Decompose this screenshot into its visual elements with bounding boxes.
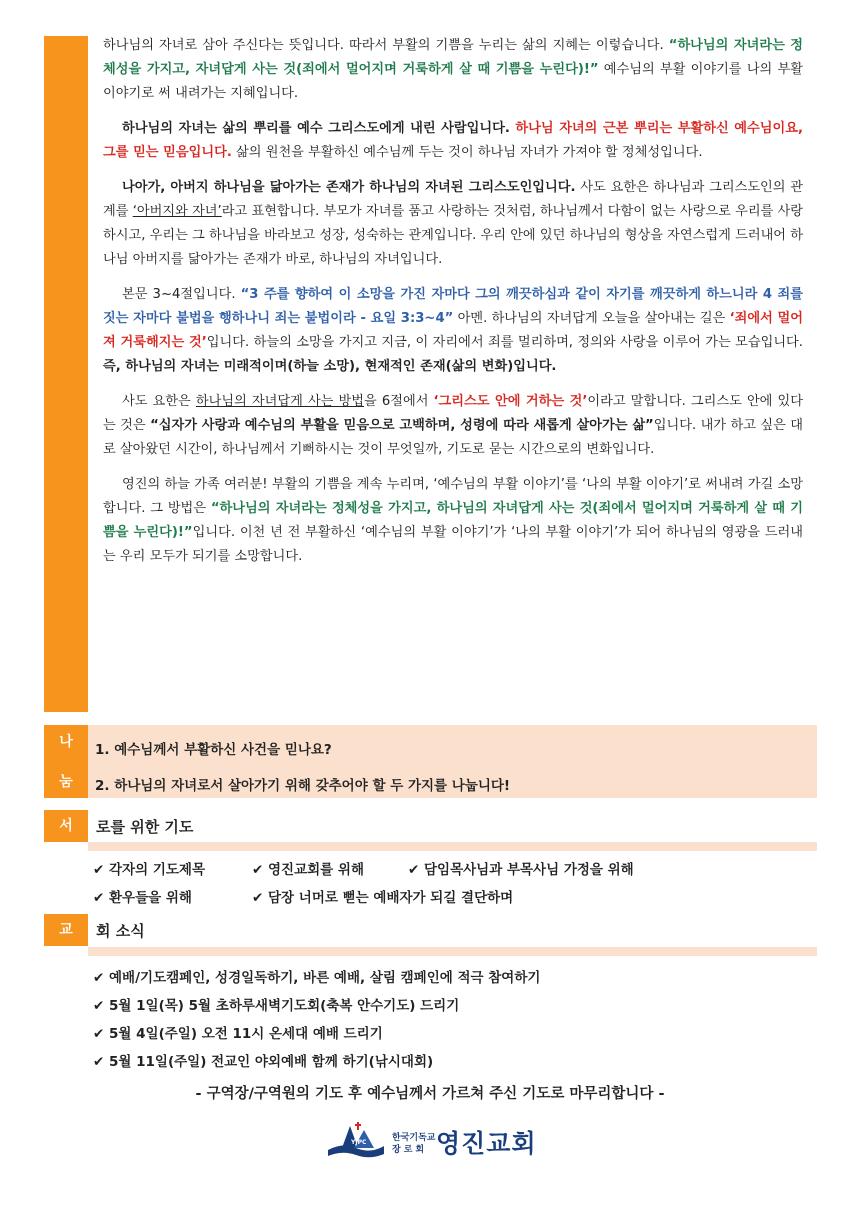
sharing-question-2: 2. 하나님의 자녀로서 살아가기 위해 갖추어야 할 두 가지를 나눕니다! <box>95 778 511 794</box>
news-item: ✔ 5월 1일(목) 5월 초하루새벽기도회(축복 안수기도) 드리기 <box>93 998 460 1014</box>
paragraph-1: 하나님의 자녀로 삼아 주신다는 뜻입니다. 따라서 부활의 기쁨을 누리는 삶의 지혜는 이렇습니다. “하나님의 자녀라는 정체성을 가지고, 자녀답게 사는 것(죄에서 멀어지며 거룩하게 살 때 기쁨을 누린다)!” 예수님의 부활 이야기를 나의 부활 이야기로 써 내려가는 지혜입니다. <box>103 38 803 101</box>
news-divider <box>88 947 817 956</box>
sermon-body <box>103 34 803 580</box>
prayer-tab: 서 <box>44 810 88 842</box>
sharing-tab-char-bottom: 눔 <box>59 774 73 790</box>
sharing-question-1: 1. 예수님께서 부활하신 사건을 믿나요? <box>95 742 332 758</box>
news-item: ✔ 5월 11일(주일) 전교인 야외예배 함께 하기(낚시대회) <box>93 1054 434 1070</box>
prayer-item: ✔ 담임목사님과 부목사님 가정을 위해 <box>408 862 634 878</box>
logo-emblem-text: YJPC <box>351 1139 367 1146</box>
paragraph-6: 영진의 하늘 가족 여러분! 부활의 기쁨을 계속 누리며, ‘예수님의 부활 이야기’를 ‘나의 부활 이야기’로 써내려 가길 소망합니다. 그 방법은 “하나님의 자녀라는 정체성을 가지고, 하나님의 자녀답게 사는 것(죄에서 멀어지며 거룩하게 살 때 기쁨을 누린다)!”입니다. 이천 년 전 부활하신 ‘예수님의 부활 이야기’가 ‘나의 부활 이야기’가 되어 하나님의 영광을 드러내는 우리 모두가 되기를 소망합니다. <box>103 477 804 564</box>
prayer-item: ✔ 담장 너머로 뻗는 예배자가 되길 결단하며 <box>252 890 514 906</box>
left-accent-bar <box>44 36 88 712</box>
logo-sub-line-2: 장로회 <box>392 1145 428 1155</box>
prayer-title: 로를 위한 기도 <box>96 818 194 836</box>
news-item: ✔ 예배/기도캠페인, 성경일독하기, 바른 예배, 살림 캠페인에 적극 참여하기 <box>93 970 541 986</box>
church-name: 영진교회 <box>436 1129 537 1158</box>
paragraph-2: 하나님의 자녀는 삶의 뿌리를 예수 그리스도에게 내린 사람입니다. 하나님 자녀의 근본 뿌리는 부활하신 예수님이요, 그를 믿는 믿음입니다. 삶의 원천을 부활하신 예수님께 두는 것이 하나님 자녀가 가져야 할 정체성입니다. <box>103 121 803 160</box>
paragraph-3: 나아가, 아버지 하나님을 닮아가는 존재가 하나님의 자녀된 그리스도인입니다. 사도 요한은 하나님과 그리스도인의 관계를 ‘아버지와 자녀’라고 표현합니다. 부모가 자녀를 품고 사랑하는 것처럼, 하나님께서 다함이 없는 사랑으로 우리를 사랑하시고, 우리는 그 하나님을 바라보고 성장, 성숙하는 관계입니다. 우리 안에 있던 하나님의 형상을 자연스럽게 드러내어 하나님 아버지를 닮아가는 존재가 바로, 하나님의 자녀입니다. <box>103 180 804 267</box>
prayer-divider <box>88 842 817 851</box>
prayer-item: ✔ 영진교회를 위해 <box>252 862 364 878</box>
sharing-tab-char-top: 나 <box>59 734 73 750</box>
paragraph-5: 사도 요한은 하나님의 자녀답게 사는 방법을 6절에서 ‘그리스도 안에 거하는 것’이라고 말합니다. 그리스도 안에 있다는 것은 “십자가 사랑과 예수님의 부활을 믿음으로 고백하며, 성령에 따라 새롭게 살아가는 삶”입니다. 내가 하고 싶은 대로 살아왔던 시간이, 하나님께서 기뻐하시는 것이 무엇일까, 기도로 묻는 시간으로의 변화입니다. <box>103 394 803 457</box>
closing-line: - 구역장/구역원의 기도 후 예수님께서 가르쳐 주신 기도로 마무리합니다 - <box>195 1086 665 1102</box>
news-title: 회 소식 <box>96 922 145 940</box>
prayer-item: ✔ 각자의 기도제목 <box>93 862 205 878</box>
news-tab: 교 <box>44 914 88 946</box>
church-logo-icon <box>324 1120 388 1160</box>
news-item: ✔ 5월 4일(주일) 오전 11시 온세대 예배 드리기 <box>93 1026 383 1042</box>
sharing-tab <box>44 725 88 798</box>
paragraph-4: 본문 3~4절입니다. “3 주를 향하여 이 소망을 가진 자마다 그의 깨끗하심과 같이 자기를 깨끗하게 하느니라 4 죄를 짓는 자마다 불법을 행하나니 죄는 불법이라 - 요일 3:3~4” 아멘. 하나님의 자녀답게 오늘을 살아내는 길은 ‘죄에서 멀어져 거룩해지는 것’입니다. 하늘의 소망을 가지고 지금, 이 자리에서 죄를 멀리하며, 정의와 사랑을 이루어 가는 모습입니다. 즉, 하나님의 자녀는 미래적이며(하늘 소망), 현재적인 존재(삶의 변화)입니다. <box>103 287 804 374</box>
prayer-item: ✔ 환우들을 위해 <box>93 890 192 906</box>
logo-sub-line-1: 한국기독교 <box>392 1133 436 1143</box>
